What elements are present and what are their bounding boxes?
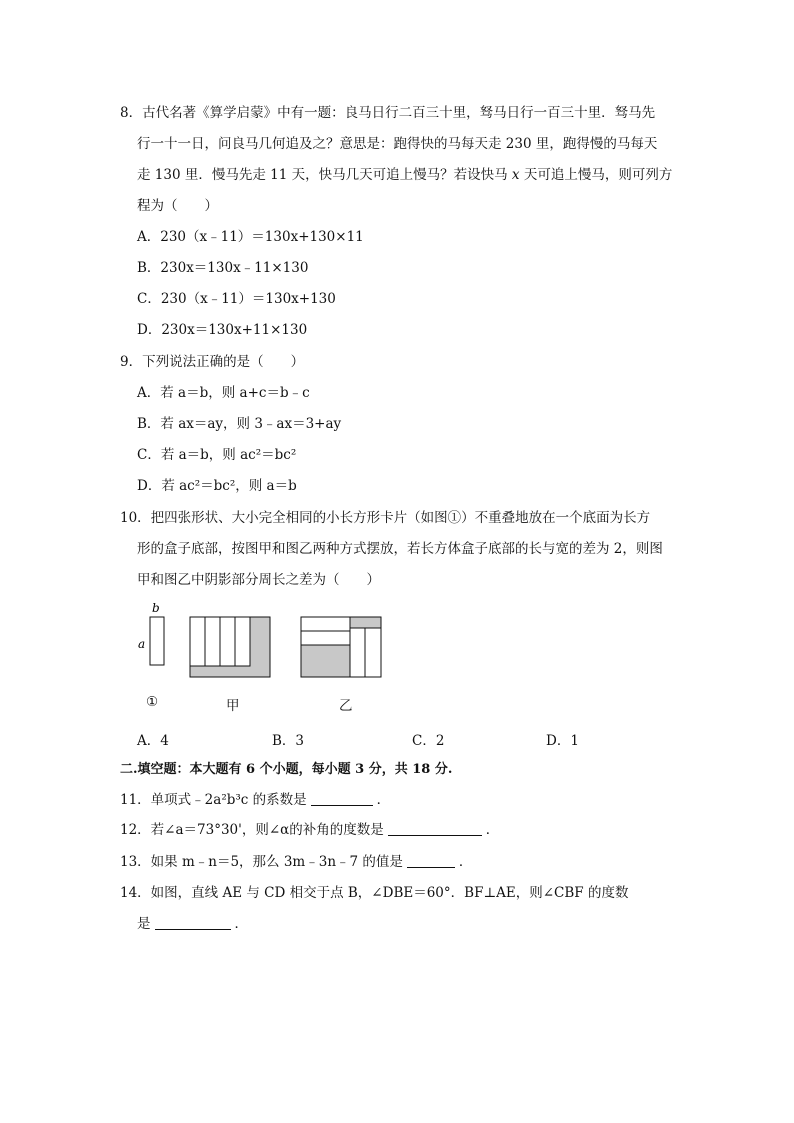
q9-option-a: A．若 a＝b，则 a+c＝b﹣c xyxy=(137,385,310,401)
q13 xyxy=(120,853,472,871)
q10-option-a: A．4 xyxy=(137,733,169,749)
q9-option-c: C．若 a＝b，则 ac²＝bc² xyxy=(137,447,297,463)
fig-jia-caption: 甲 xyxy=(226,698,240,714)
fig-yi-card-h1 xyxy=(301,617,350,631)
fig-yi-card-v1 xyxy=(350,628,365,677)
fig1-label-b: b xyxy=(152,601,160,615)
q9-stem: 9．下列说法正确的是（ ） xyxy=(120,354,305,370)
fig-yi-card-h2 xyxy=(301,631,350,645)
q12-end: ． xyxy=(485,822,500,838)
q8-line3a: 走 130 里．慢马先走 11 天，快马几天可追上慢马？若设快马 xyxy=(137,167,512,183)
q10-figure xyxy=(136,598,396,692)
q11-end: ． xyxy=(376,792,391,808)
fig-yi-caption: 乙 xyxy=(339,698,353,714)
q8-line3 xyxy=(137,166,672,184)
q10-line1: 10．把四张形状、大小完全相同的小长方形卡片（如图①）不重叠地放在一个底面为长方 xyxy=(120,510,651,526)
q8-option-b: B．230x＝130x﹣11×130 xyxy=(137,260,309,276)
q12-answer-blank xyxy=(388,821,482,836)
q12 xyxy=(120,821,499,839)
q8-line4: 程为（ ） xyxy=(137,198,218,214)
q14-end: ． xyxy=(234,916,248,932)
q9-option-b: B．若 ax＝ay，则 3﹣ax＝3+ay xyxy=(137,416,342,432)
q8-option-d: D．230x＝130x+11×130 xyxy=(137,322,308,338)
q14-line2 xyxy=(137,915,248,933)
fig1-label-a: a xyxy=(138,637,146,651)
q14-line2-text: 是 xyxy=(137,916,151,932)
q10-option-b: B．3 xyxy=(272,733,305,749)
fig-yi-card-v2 xyxy=(365,628,381,677)
q11-text: 11．单项式﹣2a²b³c 的系数是 xyxy=(120,792,307,808)
q8-line1: 8．古代名著《算学启蒙》中有一题：良马日行二百三十里，驽马日行一百三十里．驽马先 xyxy=(120,105,656,121)
q14-answer-blank xyxy=(155,915,231,930)
q8-option-c: C．230（x﹣11）＝130x+130 xyxy=(137,291,336,307)
fig1-caption: ① xyxy=(146,694,159,710)
q11 xyxy=(120,791,390,809)
q13-end: ． xyxy=(458,854,473,870)
fig-jia-card-1 xyxy=(190,617,205,666)
q10-line2: 形的盒子底部，按图甲和图乙两种方式摆放，若长方体盒子底部的长与宽的差为 2，则图 xyxy=(137,541,663,557)
q11-answer-blank xyxy=(311,791,373,806)
q8-option-a: A．230（x﹣11）＝130x+130×11 xyxy=(137,229,364,245)
q8-line2: 行一十一日，问良马几何追及之？意思是：跑得快的马每天走 230 里，跑得慢的马每天 xyxy=(137,136,658,152)
q10-figure-svg xyxy=(136,598,396,688)
fig-jia-card-3 xyxy=(220,617,235,666)
q12-text: 12．若∠a＝73°30'，则∠α的补角的度数是 xyxy=(120,822,384,838)
q8-line3b: 天可追上慢马，则可列方 xyxy=(519,167,673,183)
q9-option-d: D．若 ac²＝bc²，则 a＝b xyxy=(137,478,297,494)
fig-jia-card-4 xyxy=(235,617,250,666)
q10-option-c: C．2 xyxy=(412,733,445,749)
q13-answer-blank xyxy=(407,853,455,868)
q14-line1: 14．如图，直线 AE 与 CD 相交于点 B，∠DBE＝60°．BF⊥AE，则∠CBF 的度数 xyxy=(120,885,629,901)
q10-option-d: D．1 xyxy=(546,733,579,749)
q8-var-x: x xyxy=(511,167,520,183)
fig1-card xyxy=(150,617,164,665)
q13-text: 13．如果 m﹣n＝5，那么 3m﹣3n﹣7 的值是 xyxy=(120,854,403,870)
section-2-heading: 二.填空题：本大题有 6 个小题，每小题 3 分，共 18 分. xyxy=(120,762,453,777)
q10-line3: 甲和图乙中阴影部分周长之差为（ ） xyxy=(137,572,380,588)
fig-jia-card-2 xyxy=(205,617,220,666)
